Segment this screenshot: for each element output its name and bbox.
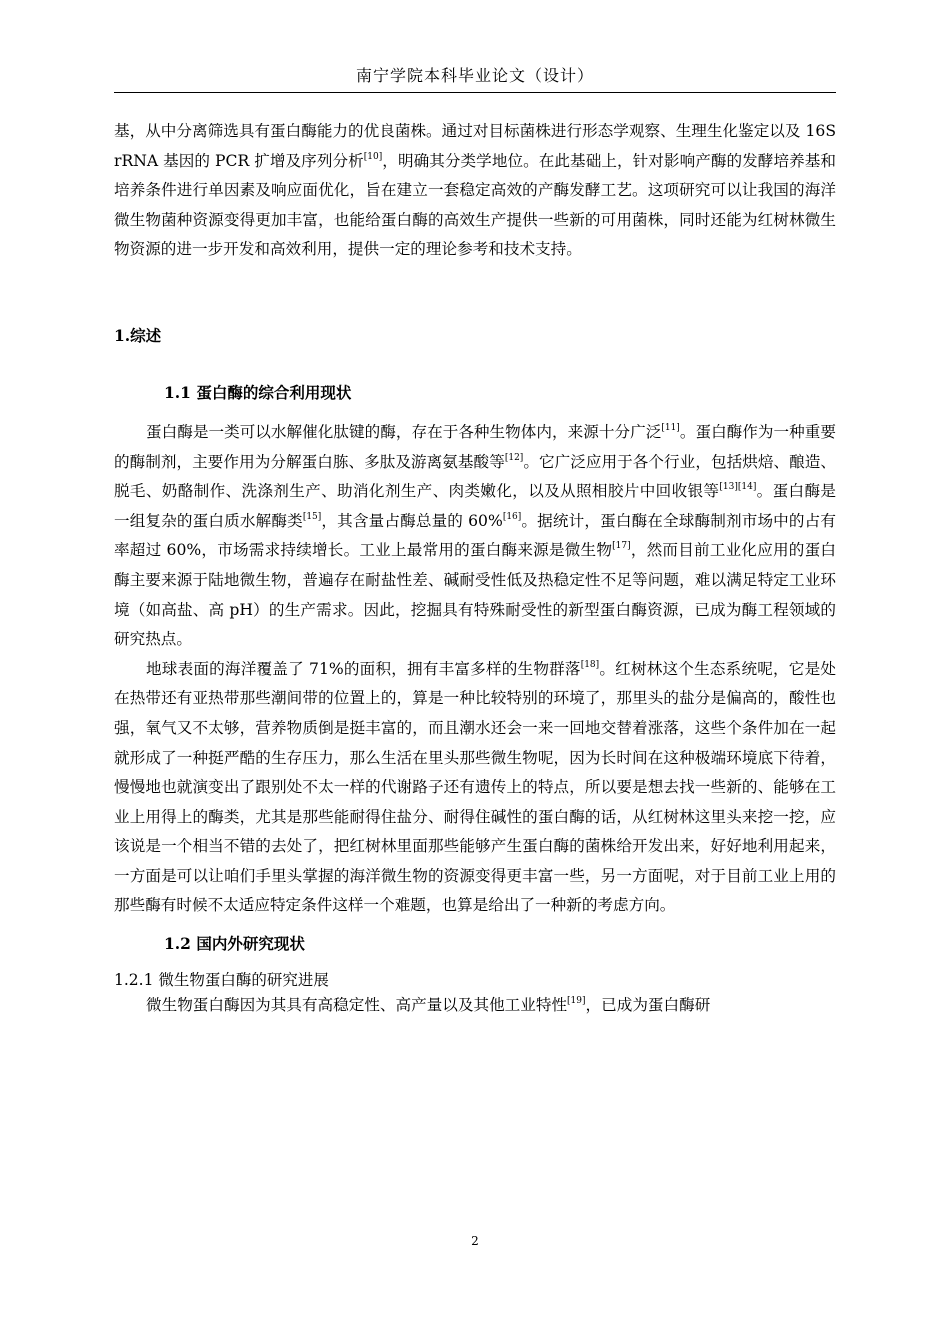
citation: [19]	[567, 996, 586, 1007]
page-body	[114, 117, 836, 1021]
citation: [15]	[302, 511, 322, 522]
section-heading-1-1: 1.1 蛋白酶的综合利用现状	[164, 382, 352, 402]
page-number: 2	[471, 1234, 479, 1248]
running-header-title: 南宁学院本科毕业论文（设计）	[355, 66, 594, 85]
paragraph-mangrove-microbes: 地球表面的海洋覆盖了 71%的面积，拥有丰富多样的生物群落[18]。红树林这个生态系统呢，它是处在热带还有亚热带那些潮间带的位置上的，算是一种比较特别的环境了，那里头的盐分是偏高的，酸性也强，氧气又不太够，营养物质倒是挺丰富的，而且潮水还会一来一回地交替着涨落，这些个条件加在一起就形成了一种挺严酷的生存压力，那么生活在里头那些微生物呢，因为长时间在这种极端环境底下待着，慢慢地也就演变出了跟别处不太一样的代谢路子还有遗传上的特点，所以要是想去找一些新的、能够在工业上用得上的酶类，尤其是那些能耐得住盐分、耐得住碱性的蛋白酶的话，从红树林这里头来挖一挖，应该说是一个相当不错的去处了，把红树林里面那些能够产生蛋白酶的菌株给开发出来，好好地利用起来，一方面是可以让咱们手里头掌握的海洋微生物的资源变得更丰富一些，另一方面呢，对于目前工业上用的那些酶有时候不太适应特定条件这样一个难题，也算是给出了一种新的考虑方向。	[114, 659, 836, 915]
citation: [10]	[363, 151, 383, 162]
citation: [18]	[580, 659, 600, 670]
continued-paragraph: 基，从中分离筛选具有蛋白酶能力的优良菌株。通过对目标菌株进行形态学观察、生理生化鉴定以及 16S rRNA 基因的 PCR 扩增及序列分析[10]，明确其分类学地位。在此基础上，针对影响产酶的发酵培养基和培养条件进行单因素及响应面优化，旨在建立一套稳定高效的产酶发酵工艺。这项研究可以让我国的海洋微生物菌种资源变得更加丰富，也能给蛋白酶的高效生产提供一些新的可用菌株，同时还能为红树林微生物资源的进一步开发和高效利用，提供一定的理论参考和技术支持。	[114, 122, 836, 259]
header-rule	[114, 92, 836, 93]
citation: [17]	[612, 541, 631, 552]
citation: [12]	[504, 452, 524, 463]
citation: [16]	[502, 511, 522, 522]
citation: [11]	[661, 422, 680, 433]
citation: [13][14]	[719, 482, 757, 493]
section-heading-1-2: 1.2 国内外研究现状	[164, 934, 305, 954]
section-heading-1-2-1: 1.2.1 微生物蛋白酶的研究进展	[114, 971, 329, 990]
section-heading-1: 1.综述	[114, 325, 162, 345]
paragraph-microbial-protease: 微生物蛋白酶因为其具有高稳定性、高产量以及其他工业特性[19]，已成为蛋白酶研	[146, 996, 711, 1015]
paragraph-protease-overview: 蛋白酶是一类可以水解催化肽键的酶，存在于各种生物体内，来源十分广泛[11]。蛋白酶作为一种重要的酶制剂，主要作用为分解蛋白胨、多肽及游离氨基酸等[12]。它广泛应用于各个行业，包括烘焙、酿造、脱毛、奶酪制作、洗涤剂生产、助消化剂生产、肉类嫩化，以及从照相胶片中回收银等[13][14]。蛋白酶是一组复杂的蛋白质水解酶类[15]，其含量占酶总量的 60%[16]。据统计，蛋白酶在全球酶制剂市场中的占有率超过 60%，市场需求持续增长。工业上最常用的蛋白酶来源是微生物[17]，然而目前工业化应用的蛋白酶主要来源于陆地微生物，普遍存在耐盐性差、碱耐受性低及热稳定性不足等问题，难以满足特定工业环境（如高盐、高 pH）的生产需求。因此，挖掘具有特殊耐受性的新型蛋白酶资源，已成为酶工程领域的研究热点。	[114, 422, 836, 649]
